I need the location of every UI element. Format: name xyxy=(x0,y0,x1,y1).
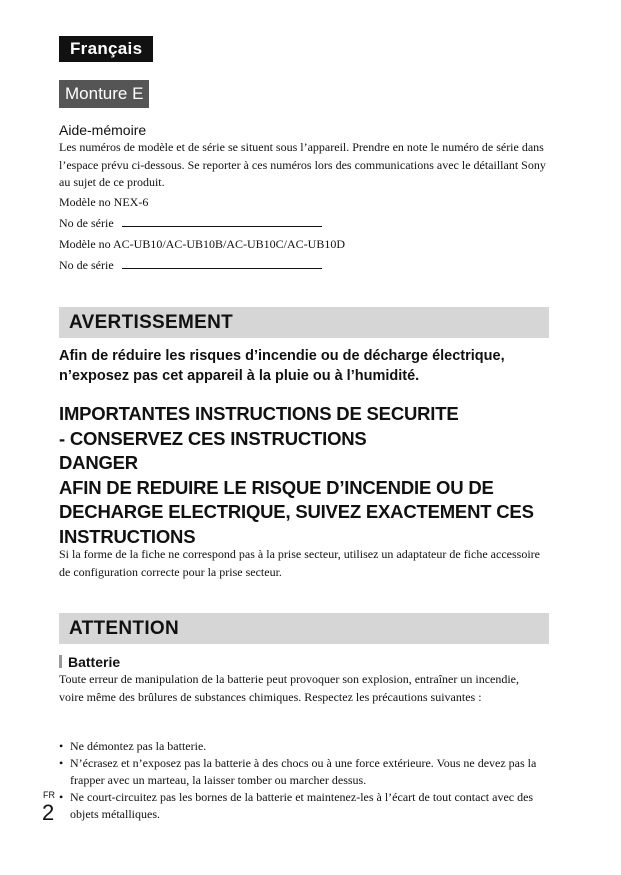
list-item: • Ne démontez pas la batterie. xyxy=(59,739,207,753)
serial-blank-line-2 xyxy=(122,257,322,269)
instructions-line-5: DECHARGE ELECTRIQUE, SUIVEZ EXACTEMENT CES xyxy=(59,501,534,522)
safety-instructions xyxy=(59,402,559,549)
page-number: 2 xyxy=(42,800,55,825)
memo-paragraph: Les numéros de modèle et de série se situent sous l’appareil. Prendre en note le numéro de série dans l’espace prévu ci-dessous. Se reporter à ces numéros lors des communications avec le détaillant Sony au sujet de ce produit. xyxy=(59,140,546,189)
memo-section xyxy=(59,139,554,274)
battery-text: Toute erreur de manipulation de la batterie peut provoquer son explosion, entraîner un incendie, voire même des brûlures de substances chimiques. Respectez les précautions suivantes : xyxy=(59,672,520,704)
battery-precautions-list xyxy=(59,738,549,823)
attention-heading: ATTENTION xyxy=(59,613,549,644)
language-tag: Français xyxy=(59,36,153,62)
serial-field-1 xyxy=(59,215,554,232)
model-line-2: Modèle no AC-UB10/AC-UB10B/AC-UB10C/AC-UB10D xyxy=(59,236,346,251)
list-item: • N’écrasez et n’exposez pas la batterie à des chocs ou à une force extérieure. Vous ne devez pas la frapper avec un marteau, la laisser tomber ou marcher dessus. xyxy=(59,756,537,787)
bullet-icon: • xyxy=(59,756,64,770)
serial-label-2: No de série xyxy=(59,257,114,272)
section-marker-icon xyxy=(59,655,62,668)
memo-title: Aide-mémoire xyxy=(59,122,147,138)
battery-heading xyxy=(59,654,120,670)
instructions-line-4: AFIN DE REDUIRE LE RISQUE D’INCENDIE OU DE xyxy=(59,476,494,498)
instructions-line-2: - CONSERVEZ CES INSTRUCTIONS xyxy=(59,427,367,449)
warning-heading: AVERTISSEMENT xyxy=(59,307,549,338)
language-code: FR xyxy=(43,790,55,800)
bullet-icon: • xyxy=(59,790,64,804)
mount-tag: Monture E xyxy=(59,80,149,108)
instructions-line-3: DANGER xyxy=(59,452,138,473)
instructions-line-1: IMPORTANTES INSTRUCTIONS DE SECURITE xyxy=(59,403,459,424)
plug-note: Si la forme de la fiche ne correspond pas à la prise secteur, utilisez un adaptateur de fiche accessoire de configuration correcte pour la prise secteur. xyxy=(59,547,540,579)
serial-label-1: No de série xyxy=(59,215,114,230)
battery-heading-label: Batterie xyxy=(68,654,121,670)
instructions-line-6: INSTRUCTIONS xyxy=(59,525,196,547)
model-line-1: Modèle no NEX-6 xyxy=(59,194,149,209)
warning-text: Afin de réduire les risques d’incendie ou de décharge électrique, n’exposez pas cet appareil à la pluie ou à l’humidité. xyxy=(59,348,505,384)
serial-blank-line-1 xyxy=(122,215,322,227)
serial-field-2 xyxy=(59,257,554,274)
list-item: • Ne court-circuitez pas les bornes de la batterie et maintenez-les à l’écart de tout contact avec des objets métalliques. xyxy=(59,790,534,821)
bullet-icon: • xyxy=(59,739,64,753)
